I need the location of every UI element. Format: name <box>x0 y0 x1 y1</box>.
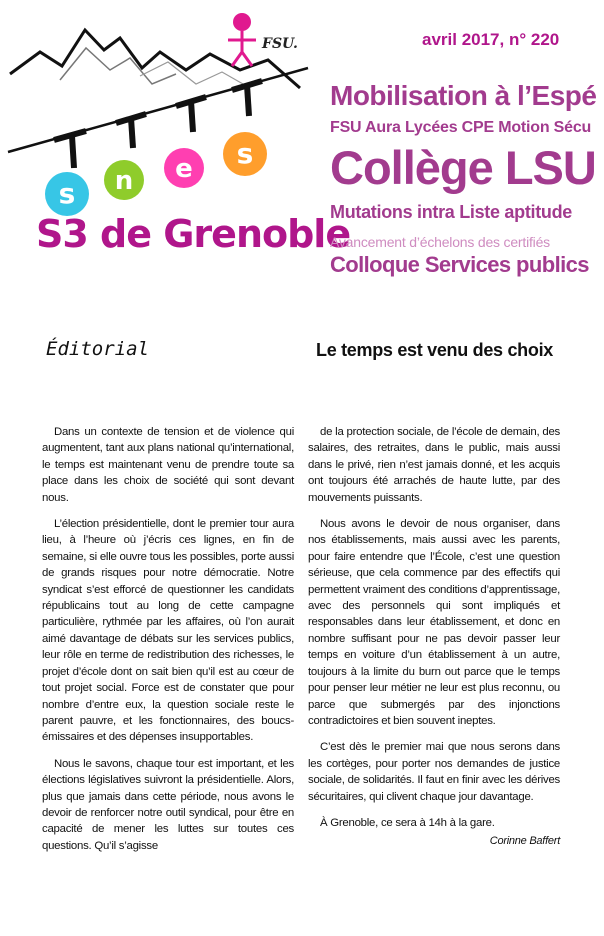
logo-letter-s1: s <box>58 177 76 210</box>
logo-letter-s2: s <box>236 137 254 170</box>
headline-4: Mutations intra Liste aptitude <box>330 202 573 222</box>
paragraph: Nous le savons, chaque tour est important, et les élections législatives suivront la présidentielle. Alors, plus que jamais dans cette période, nous avons le devoir de renforcer notre outil syndical, pour être en capacité de mener les luttes sur toutes ces questions. Qu’il s’agisse <box>42 757 294 852</box>
issue-number: avril 2017, n° 220 <box>422 30 560 49</box>
headline-2: FSU Aura Lycées CPE Motion Sécu <box>330 119 592 136</box>
headline-6: Colloque Services publics <box>330 252 589 277</box>
headline-1: Mobilisation à l’Espé <box>330 80 597 111</box>
snes-logo <box>0 0 351 290</box>
editorial-title: Le temps est venu des choix <box>316 340 553 360</box>
paragraph: L’élection présidentielle, dont le premier tour aura lieu, à l’heure où j’écris ces lignes, en fin de semaine, si elle ouvre tous les possibles, porte aussi de grands risques pour notre démocratie. Notre syndicat s’est efforcé de questionner les candidats républicains tout au long de cette campagne particulière, rythmée par les affaires, où l’on aurait aimé davantage de débats sur les services publics, leur rôle en terme de redistribution des richesses, le projet d’école dont on sait bien qu’il est au cœur de tout projet social. Force est de constater que pour nombre d’entre eux, la question sociale reste le parent pauvre, et les fonctionnaires, des boucs-émissaires et des dépenses insupportables. <box>42 518 294 744</box>
paragraph: Dans un contexte de tension et de violence qui augmentent, tant aux plans national qu’international, le temps est maintenant venu de prendre toute sa place dans les choix de société qui sont devant nous. <box>42 426 294 504</box>
paragraph: Nous avons le devoir de nous organiser, dans nos établissements, mais aussi avec les parents, pour faire entendre que l’École, c’est une question sérieuse, que cela commence par des effectifs qui permettent vraiment des conditions d’apprentissage, avec des personnels qui sont impliqués et responsables dans leur établissement, et donc en nombre suffisant pour ne pas devoir passer leur temps en voiture d’un établissement à un autre, toujours à la limite du burn out parce que le temps pour penser leur métier ne leur est plus reconnu, ou parce que submergés par des injonctions contradictoires et bien souvent ineptes. <box>308 518 560 727</box>
fsu-mark: FSU. <box>262 36 298 52</box>
right-column <box>308 424 560 850</box>
signature: Corinne Baffert <box>489 835 560 848</box>
paragraph: de la protection sociale, de l’école de demain, des salaires, des retraites, dans le public, mais aussi dans le privé, rien n’est jamais donné, et les acquis ont toujours été arrachés de haute lutte, par des mouvements puissants. <box>308 426 560 504</box>
section-label: Éditorial <box>46 338 149 360</box>
headline-5: Avancement d’échelons des certifiés <box>330 234 550 250</box>
logo-letter-n: n <box>114 166 134 196</box>
paragraph: À Grenoble, ce sera à 14h à la gare. <box>320 816 495 829</box>
logo-title: S3 de Grenoble <box>36 212 351 256</box>
logo-letter-e: e <box>175 154 193 184</box>
left-column <box>42 424 294 864</box>
headline-3: Collège LSU <box>330 141 596 194</box>
paragraph: C’est dès le premier mai que nous serons dans les cortèges, pour porter nos demandes de justice sociale, de solidarités. Il faut en finir avec les dérives sécuritaires, qui clivent chaque jour davantage. <box>308 741 560 803</box>
